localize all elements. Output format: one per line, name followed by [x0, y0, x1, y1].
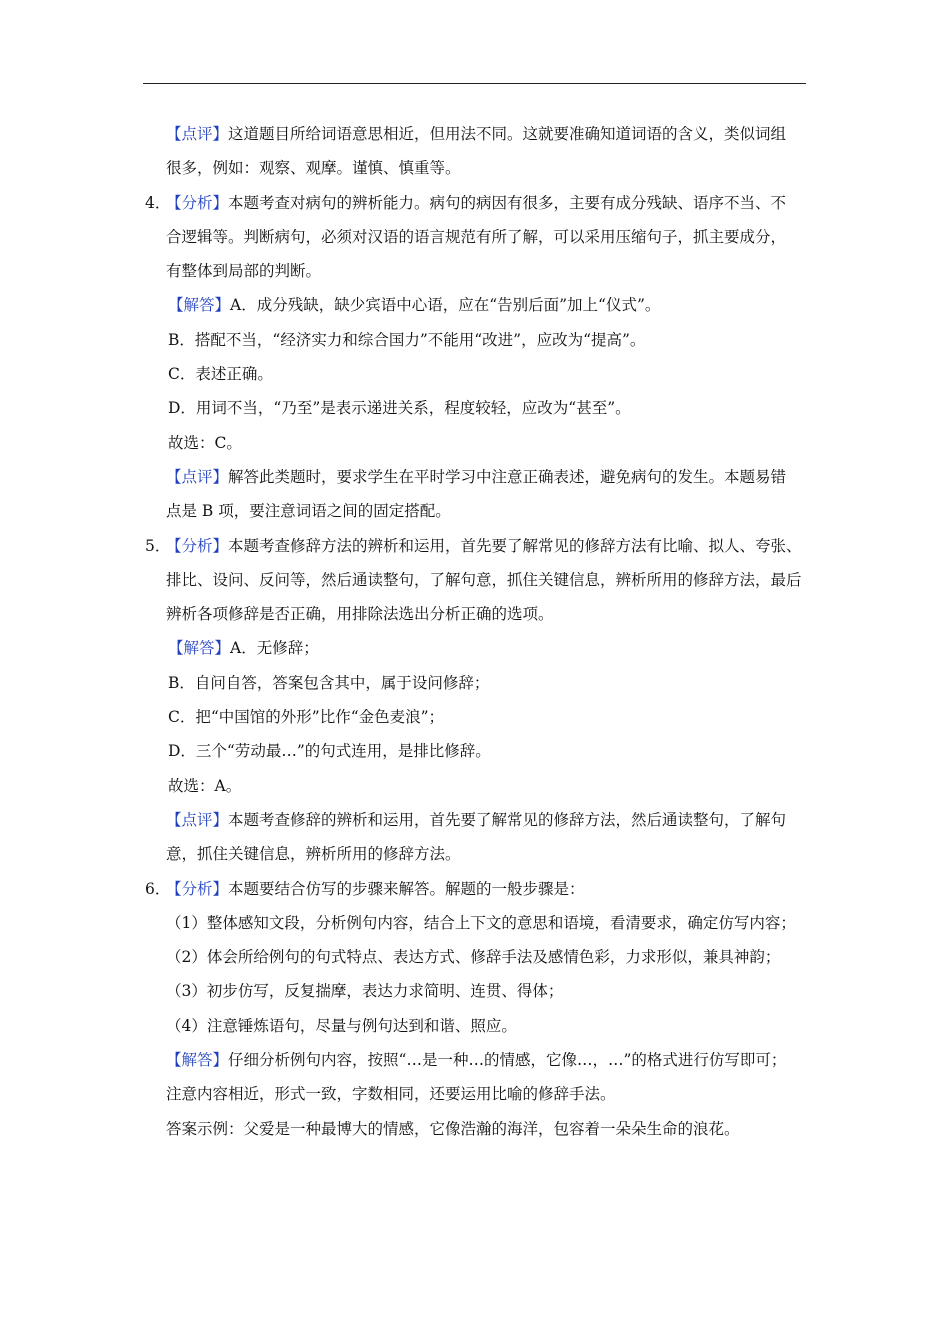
question-number: 4． [145, 193, 171, 212]
text-line: 注意内容相近，形式一致，字数相同，还要运用比喻的修辞手法。 [166, 1085, 616, 1104]
text-line: （3）初步仿写，反复揣摩，表达力求简明、连贯、得体； [166, 982, 564, 1001]
text-line: B．自问自答，答案包含其中，属于设问修辞； [168, 673, 490, 692]
question-6-analysis: 6． 【分析】本题要结合仿写的步骤来解答。解题的一般步骤是： [143, 872, 823, 906]
comment-tag: 【点评】 [166, 810, 229, 829]
analysis-tag: 【分析】 [166, 193, 229, 212]
question-6-answer: 【解答】仔细分析例句内容，按照“…是一种…的情感，它像…，…”的格式进行仿写即可； [166, 1051, 787, 1070]
text-line: 故选：A。 [168, 776, 242, 795]
answer-tag: 【解答】 [168, 639, 231, 658]
question-number: 6． [145, 879, 171, 898]
text-line: B．搭配不当，“经济实力和综合国力”不能用“改进”，应改为“提高”。 [168, 330, 646, 349]
text-line: 【点评】这道题目所给词语意思相近，但用法不同。这就要准确知道词语的含义，类似词组 [166, 125, 787, 143]
text-line: 合逻辑等。判断病句，必须对汉语的语言规范有所了解，可以采用压缩句子，抓主要成分， [166, 227, 787, 246]
text-line: D．三个“劳动最…”的句式连用，是排比修辞。 [168, 742, 491, 761]
text-line: 很多，例如：观察、观摩。谨慎、慎重等。 [166, 159, 461, 178]
text-line: 点是 B 项，要注意词语之间的固定搭配。 [166, 502, 451, 521]
question-4-comment: 【点评】解答此类题时，要求学生在平时学习中注意正确表述，避免病句的发生。本题易错 [166, 467, 787, 486]
comment-tag: 【点评】 [166, 125, 229, 143]
question-5-comment: 【点评】本题考查修辞的辨析和运用，首先要了解常见的修辞方法，然后通读整句，了解句 [166, 810, 787, 829]
text-line: C．表述正确。 [168, 365, 273, 384]
question-4-analysis: 4． 【分析】本题考查对病句的辨析能力。病句的病因有很多，主要有成分残缺、语序不当、不 [143, 186, 823, 220]
question-4-answer: 【解答】A．成分残缺，缺少宾语中心语，应在“告别后面”加上“仪式”。 [168, 296, 661, 315]
analysis-tag: 【分析】 [166, 879, 229, 898]
answer-tag: 【解答】 [168, 296, 231, 315]
comment-tag: 【点评】 [166, 467, 229, 486]
question-5-answer: 【解答】A．无修辞； [168, 639, 319, 658]
text-line: 排比、设问、反问等，然后通读整句，了解句意，抓住关键信息，辨析所用的修辞方法，最后 [166, 570, 802, 589]
answer-tag: 【解答】 [166, 1051, 229, 1070]
text-line: 有整体到局部的判断。 [166, 262, 322, 281]
question-5-analysis: 5． 【分析】本题考查修辞方法的辨析和运用，首先要了解常见的修辞方法有比喻、拟人、夸张、 [143, 529, 823, 563]
analysis-tag: 【分析】 [166, 536, 229, 555]
text-line: C．把“中国馆的外形”比作“金色麦浪”； [168, 708, 445, 727]
text-line: 故选：C。 [168, 433, 242, 452]
text-line: （4）注意锤炼语句，尽量与例句达到和谐、照应。 [166, 1016, 517, 1035]
text-line: D．用词不当，“乃至”是表示递进关系，程度较轻，应改为“甚至”。 [168, 399, 631, 418]
answer-content [143, 117, 823, 1146]
text-line: 辨析各项修辞是否正确，用排除法选出分析正确的选项。 [166, 605, 554, 624]
text-line: （1）整体感知文段，分析例句内容，结合上下文的意思和语境，看清要求，确定仿写内容； [166, 913, 796, 932]
text-line: 意，抓住关键信息，辨析所用的修辞方法。 [166, 845, 461, 864]
text-line: 答案示例：父爱是一种最博大的情感，它像浩瀚的海洋，包容着一朵朵生命的浪花。 [166, 1119, 740, 1138]
question-number: 5． [145, 536, 171, 555]
text-line: （2）体会所给例句的句式特点、表达方式、修辞手法及感情色彩，力求形似，兼具神韵； [166, 948, 781, 967]
header-rule [143, 83, 806, 84]
